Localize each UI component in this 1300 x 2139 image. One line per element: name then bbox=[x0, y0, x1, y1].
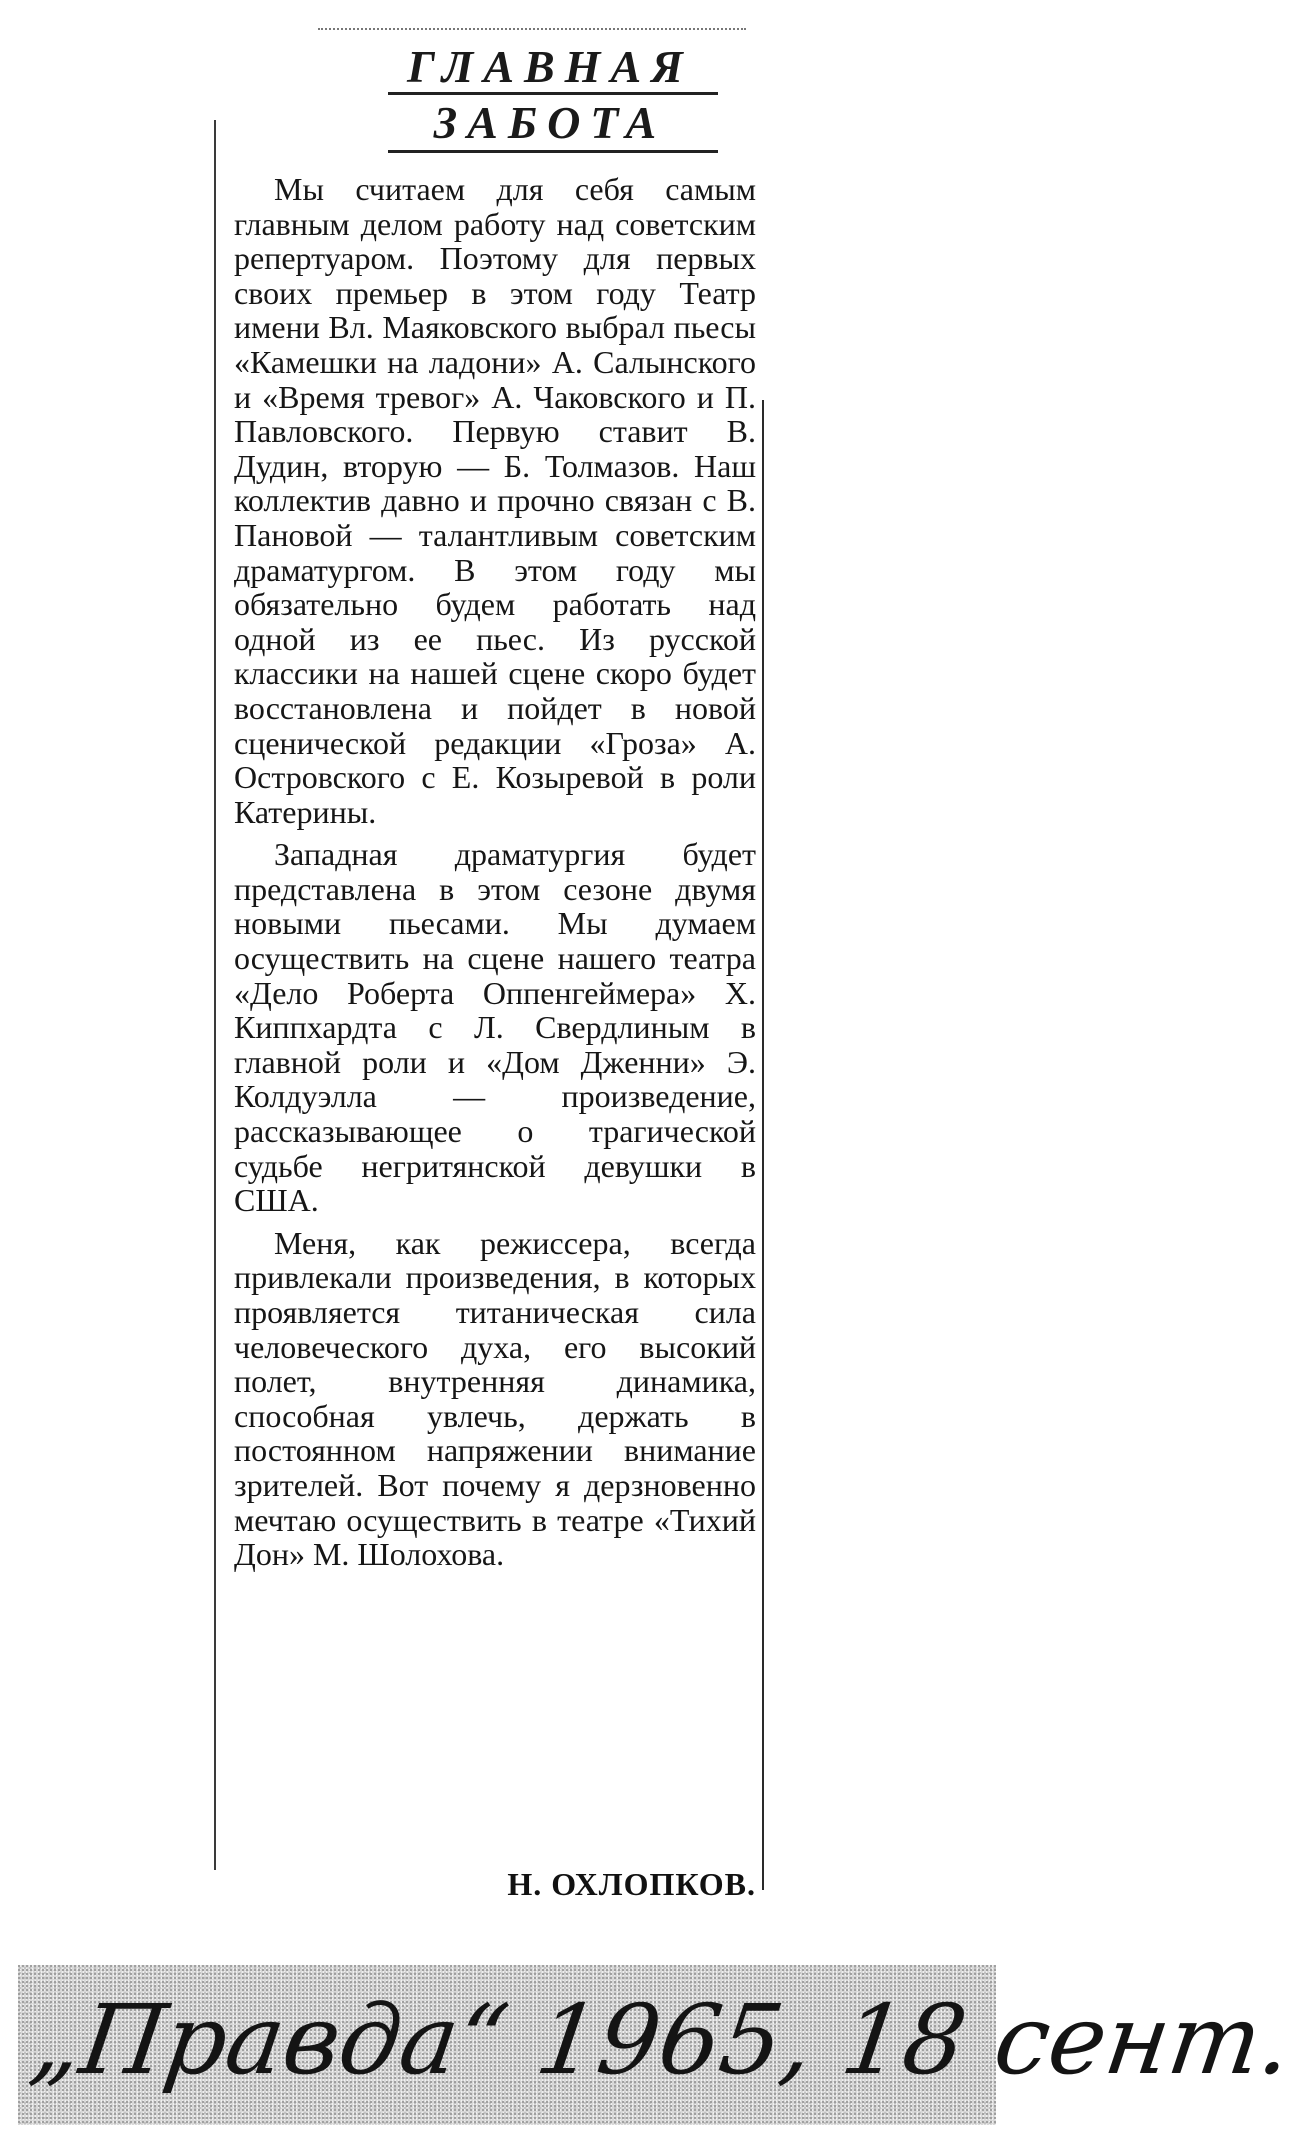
newspaper-clipping bbox=[210, 40, 770, 1900]
author-signature: Н. ОХЛОПКОВ. bbox=[507, 1866, 756, 1902]
top-print-rule bbox=[318, 28, 746, 30]
article-title-line-1: ГЛАВНАЯ bbox=[407, 41, 693, 92]
article-paragraph-1: Мы считаем для себя самым главным делом работу над советским репертуаром. Поэтому для первых своих премьер в этом году Театр имени Вл. Маяковского выбрал пьесы «Камешки на ладони» А. Салынского и «Время тревог» А. Чаковского и П. Павловского. Первую ставит В. Дудин, вторую — Б. Толмазов. Наш коллектив давно и прочно связан с В. Пановой — талантливым советским драматургом. В этом году мы обязательно будем работать над одной из ее пьес. Из русской классики на нашей сцене скоро будет восстановлена и пойдет в новой сценической редакции «Гроза» А. Островского с Е. Козыревой в роли Катерины. bbox=[234, 171, 756, 830]
title-underline-2 bbox=[388, 150, 718, 153]
title-underline-1 bbox=[388, 92, 718, 95]
article-paragraph-3: Меня, как режиссера, всегда привлекали произведения, в которых проявляется титаническая сила человеческого духа, его высокий полет, внутренняя динамика, способная увлечь, держать в постоянном напряжении внимание зрителей. Вот почему я дерзновенно мечтаю осуществить в театре «Тихий Дон» М. Шолохова. bbox=[234, 1224, 756, 1573]
article-title-line-2: ЗАБОТА bbox=[433, 97, 667, 148]
left-column-rule bbox=[214, 120, 216, 1870]
right-column-rule bbox=[762, 400, 764, 1890]
article-paragraph-2: Западная драматургия будет представлена в этом сезоне двумя новыми пьесами. Мы думаем осуществить на сцене нашего театра «Дело Роберта Оппенгеймера» Х. Киппхардта с Л. Свердлиным в главной роли и «Дом Дженни» Э. Колдуэлла — произведение, рассказывающее о трагической судьбе негритянской девушки в США. bbox=[234, 836, 756, 1219]
handwritten-source-note bbox=[18, 1965, 1299, 2125]
source-note-text: „Правда“ 1965, 18 сент. bbox=[24, 1984, 1299, 2096]
article-body bbox=[234, 172, 756, 1580]
